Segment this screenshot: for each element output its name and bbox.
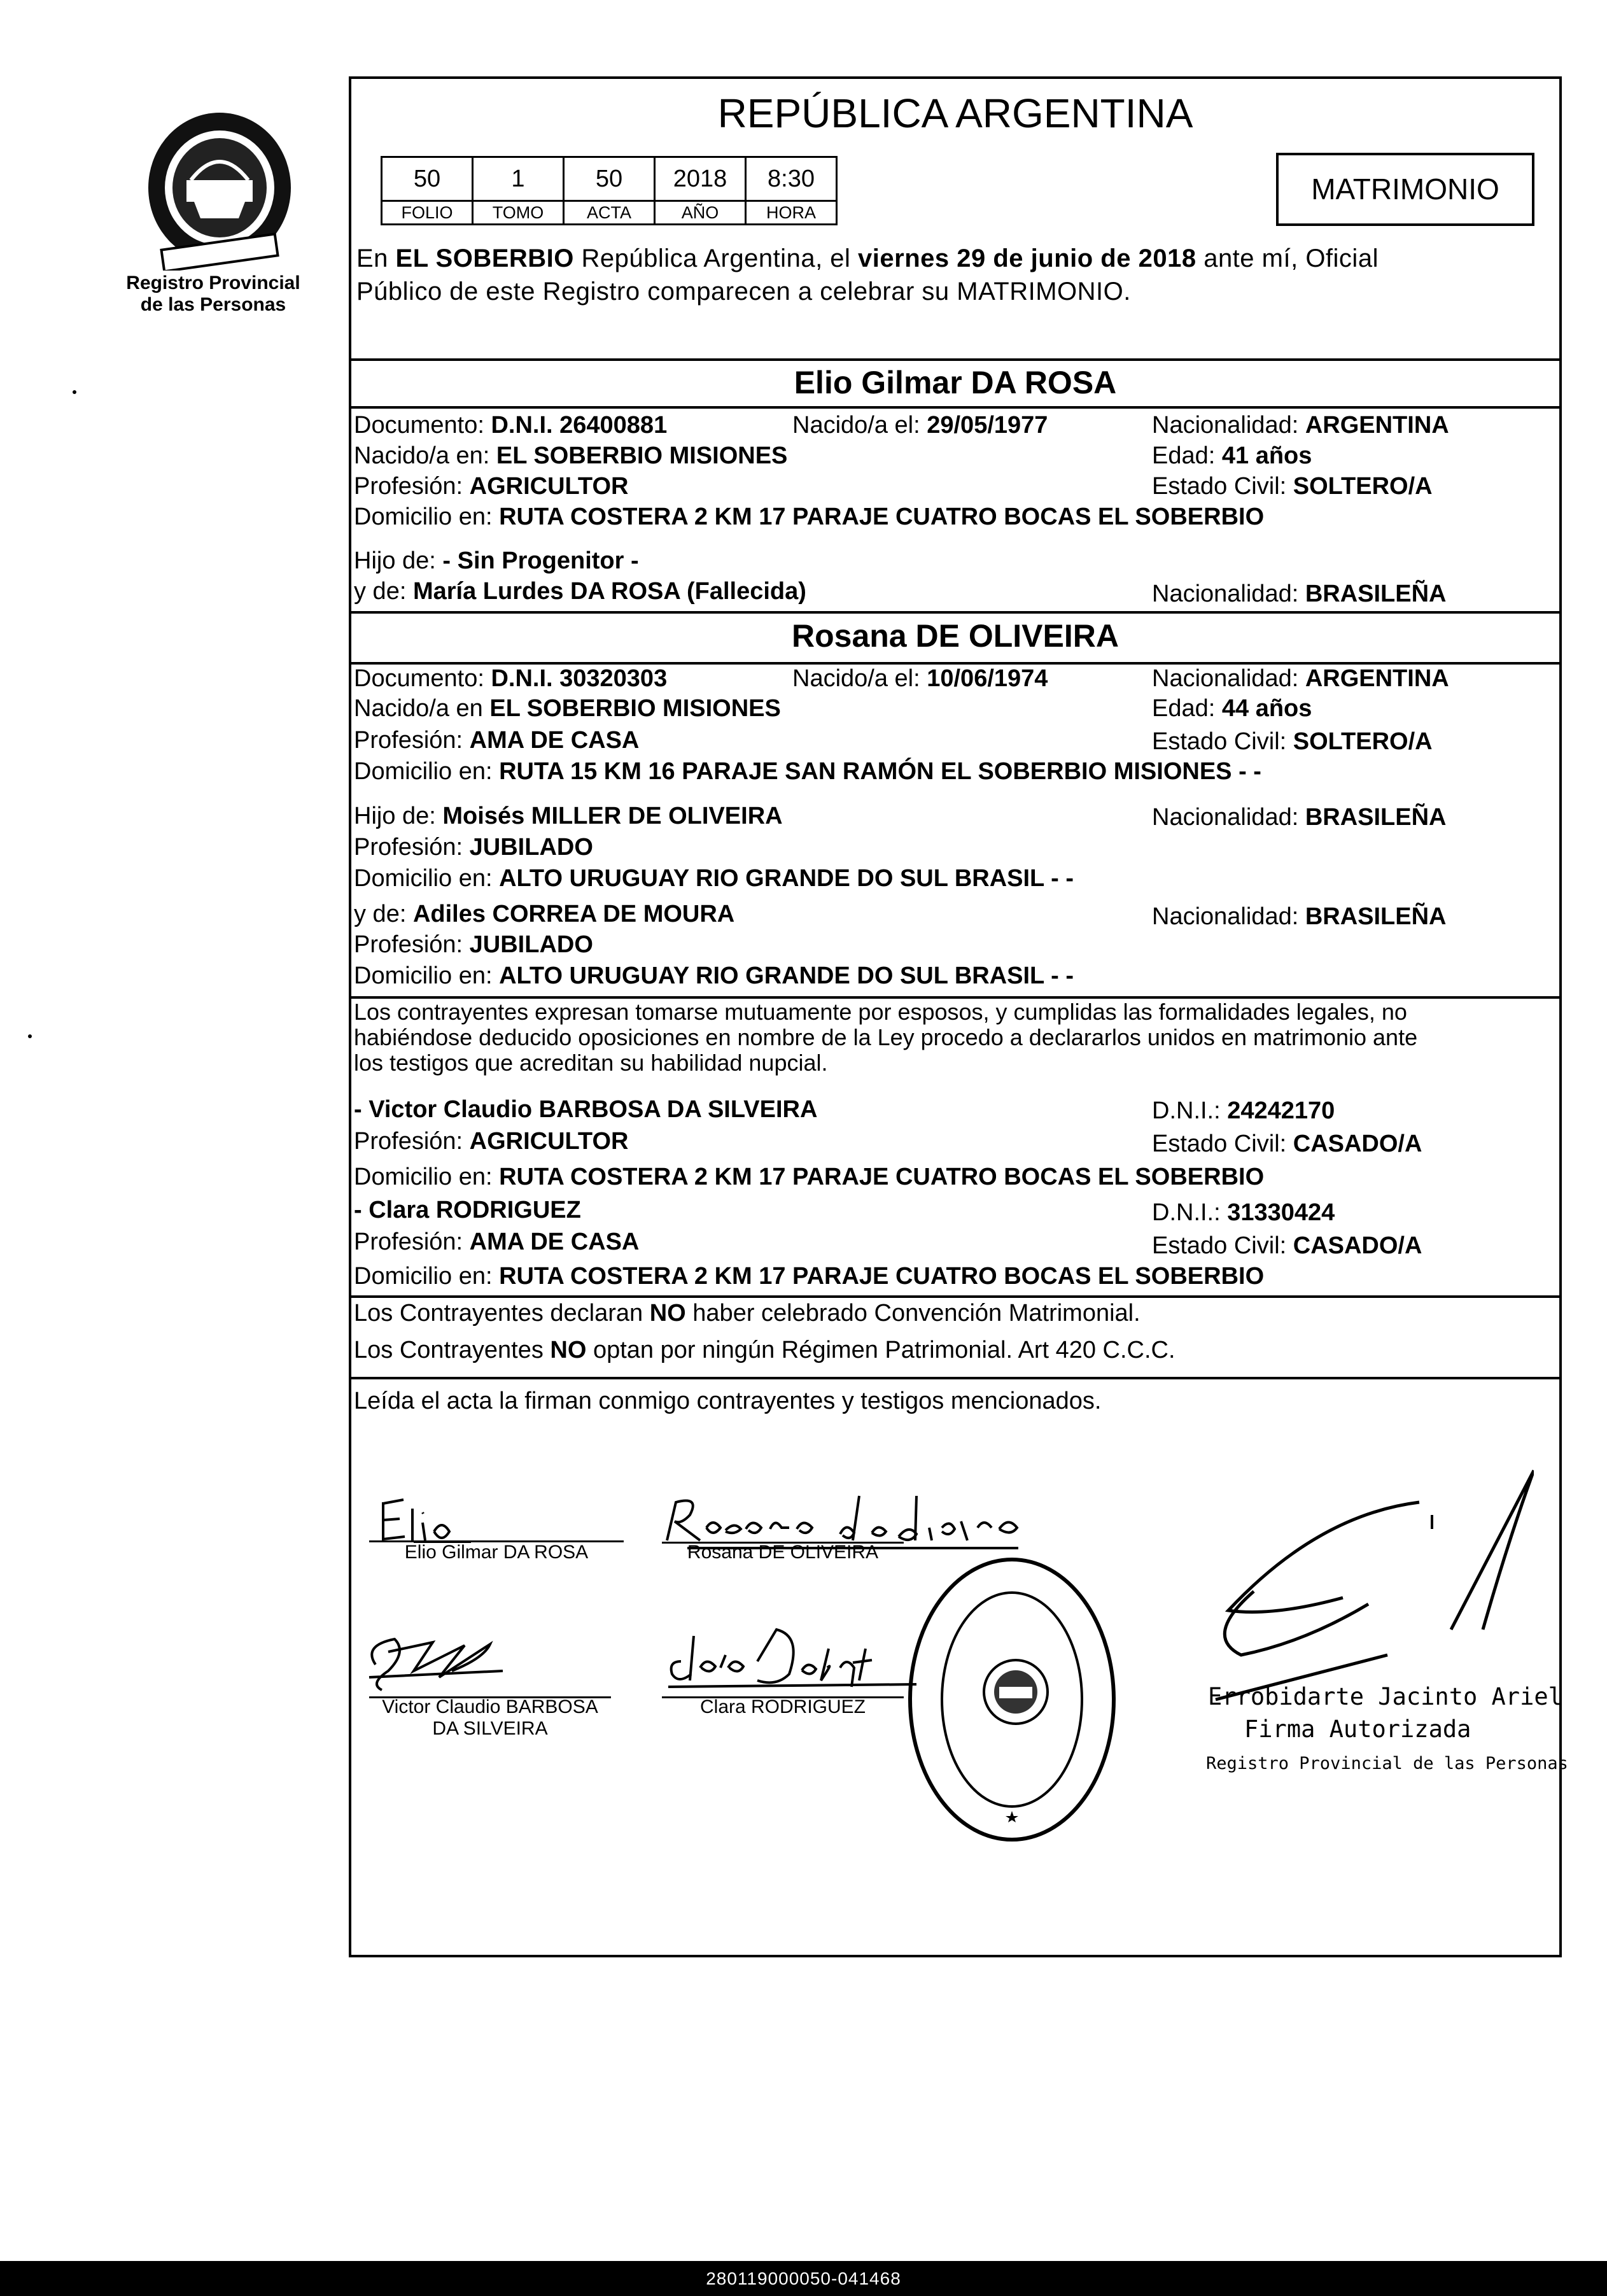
witness2-address: Domicilio en: RUTA COSTERA 2 KM 17 PARAJE CUATRO BOCAS EL SOBERBIO <box>354 1263 1265 1290</box>
signature-name-3-line1: Victor Claudio BARBOSA <box>382 1696 598 1717</box>
intro-text: ante mí, Oficial <box>1196 244 1379 272</box>
spouse2-birthdate: Nacido/a el: 10/06/1974 <box>792 665 1048 692</box>
document-barcode-id: 280119000050-041468 <box>0 2261 1607 2296</box>
spouse1-nationality: Nacionalidad: ARGENTINA <box>1152 412 1449 439</box>
regime-patrimonial: Los Contrayentes NO optan por ningún Régimen Patrimonial. Art 420 C.C.C. <box>354 1337 1175 1363</box>
intro-text: República Argentina, el <box>573 244 859 272</box>
spouse1-document: Documento: D.N.I. 26400881 <box>354 412 668 439</box>
spouse2-mother-address: Domicilio en: ALTO URUGUAY RIO GRANDE DO SUL BRASIL - - <box>354 962 1074 989</box>
spouse1-civil-status: Estado Civil: SOLTERO/A <box>1152 473 1433 500</box>
logo-caption-line1: Registro Provincial <box>126 272 300 293</box>
anio-value: 2018 <box>655 157 746 201</box>
official-registry: Registro Provincial de las Personas <box>1206 1754 1568 1773</box>
spouse2-mother: y de: Adiles CORREA DE MOURA <box>354 901 735 927</box>
hora-label: HORA <box>746 201 837 225</box>
logo-caption <box>108 272 318 316</box>
signature-name-3 <box>369 1696 611 1740</box>
declaration-line: habiéndose deducido oposiciones en nombre de la Ley procedo a declararlos unidos en matrimonio ante <box>354 1024 1418 1050</box>
spouse2-father: Hijo de: Moisés MILLER DE OLIVEIRA <box>354 803 783 829</box>
seal-icon <box>124 105 315 271</box>
intro-text: Público de este Registro comparecen a celebrar su MATRIMONIO. <box>356 278 1131 306</box>
intro-paragraph <box>356 242 1553 308</box>
witness1-name: - Victor Claudio BARBOSA DA SILVEIRA <box>354 1096 818 1123</box>
spouse2-age: Edad: 44 años <box>1152 695 1312 722</box>
spouse1-mother-nationality: Nacionalidad: BRASILEÑA <box>1152 581 1447 607</box>
official-authorized: Firma Autorizada <box>1244 1715 1471 1743</box>
country-title: REPÚBLICA ARGENTINA <box>717 90 1193 136</box>
witness1-profession: Profesión: AGRICULTOR <box>354 1128 629 1155</box>
intro-text: En <box>356 244 396 272</box>
spouse1-birthplace: Nacido/a en: EL SOBERBIO MISIONES <box>354 442 788 469</box>
witness1-dni: D.N.I.: 24242170 <box>1152 1097 1335 1124</box>
divider <box>349 611 1562 614</box>
spouse2-profession: Profesión: AMA DE CASA <box>354 727 640 754</box>
spouse2-name: Rosana DE OLIVEIRA <box>792 618 1119 654</box>
divider <box>349 1295 1562 1298</box>
spouse1-profession: Profesión: AGRICULTOR <box>354 473 629 500</box>
stray-mark <box>1431 1515 1433 1529</box>
folio-table <box>381 156 838 225</box>
spouse1-birthdate: Nacido/a el: 29/05/1977 <box>792 412 1048 439</box>
witness2-profession: Profesión: AMA DE CASA <box>354 1229 640 1255</box>
intro-place: EL SOBERBIO <box>395 244 574 272</box>
spouse2-father-address: Domicilio en: ALTO URUGUAY RIO GRANDE DO SUL BRASIL - - <box>354 865 1074 892</box>
spouse1-mother: y de: María Lurdes DA ROSA (Fallecida) <box>354 578 806 605</box>
logo-caption-line2: de las Personas <box>140 294 286 315</box>
witness2-civil-status: Estado Civil: CASADO/A <box>1152 1232 1422 1259</box>
spouse2-mother-profession: Profesión: JUBILADO <box>354 931 593 958</box>
spouse1-father: Hijo de: - Sin Progenitor - <box>354 547 639 574</box>
acta-label: ACTA <box>564 201 655 225</box>
declaration-paragraph <box>354 999 1557 1076</box>
official-name: Errobidarte Jacinto Ariel <box>1208 1683 1562 1710</box>
margin-dot <box>28 1034 32 1038</box>
divider <box>349 406 1562 409</box>
witness1-civil-status: Estado Civil: CASADO/A <box>1152 1130 1422 1157</box>
spouse1-name: Elio Gilmar DA ROSA <box>794 365 1117 400</box>
act-type-box: MATRIMONIO <box>1276 153 1534 226</box>
witness1-address: Domicilio en: RUTA COSTERA 2 KM 17 PARAJE CUATRO BOCAS EL SOBERBIO <box>354 1164 1265 1190</box>
declaration-line: Los contrayentes expresan tomarse mutuamente por esposos, y cumplidas las formalidades legales, no <box>354 999 1407 1025</box>
signature-name-3-line2: DA SILVEIRA <box>432 1718 548 1739</box>
spouse1-age: Edad: 41 años <box>1152 442 1312 469</box>
spouse2-birthplace: Nacido/a en EL SOBERBIO MISIONES <box>354 695 781 722</box>
spouse2-mother-nationality: Nacionalidad: BRASILEÑA <box>1152 903 1447 930</box>
witness2-name: - Clara RODRIGUEZ <box>354 1197 581 1223</box>
spouse2-address: Domicilio en: RUTA 15 KM 16 PARAJE SAN RAMÓN EL SOBERBIO MISIONES - - <box>354 758 1261 785</box>
spouse2-nationality: Nacionalidad: ARGENTINA <box>1152 665 1449 692</box>
hora-value: 8:30 <box>746 157 837 201</box>
spouse2-civil-status: Estado Civil: SOLTERO/A <box>1152 728 1433 755</box>
spouse2-father-profession: Profesión: JUBILADO <box>354 834 593 861</box>
regime-convention: Los Contrayentes declaran NO haber celebrado Convención Matrimonial. <box>354 1300 1140 1327</box>
intro-date: viernes 29 de junio de 2018 <box>858 244 1196 272</box>
witness2-dni: D.N.I.: 31330424 <box>1152 1199 1335 1226</box>
divider <box>349 1377 1562 1379</box>
divider <box>349 358 1562 361</box>
signature-name-2: Rosana DE OLIVEIRA <box>687 1542 879 1563</box>
acta-value: 50 <box>564 157 655 201</box>
spouse2-document: Documento: D.N.I. 30320303 <box>354 665 668 692</box>
margin-dot <box>73 390 76 394</box>
signature-name-1: Elio Gilmar DA ROSA <box>404 1542 589 1563</box>
anio-label: AÑO <box>655 201 746 225</box>
folio-value: 50 <box>382 157 473 201</box>
tomo-label: TOMO <box>473 201 564 225</box>
tomo-value: 1 <box>473 157 564 201</box>
spouse2-father-nationality: Nacionalidad: BRASILEÑA <box>1152 804 1447 831</box>
closing-statement: Leída el acta la firman conmigo contrayentes y testigos mencionados. <box>354 1388 1102 1414</box>
spouse1-address: Domicilio en: RUTA COSTERA 2 KM 17 PARAJE CUATRO BOCAS EL SOBERBIO <box>354 504 1265 530</box>
declaration-line: los testigos que acreditan su habilidad nupcial. <box>354 1050 828 1076</box>
signature-clara <box>662 1623 929 1700</box>
folio-label: FOLIO <box>382 201 473 225</box>
signature-name-4: Clara RODRIGUEZ <box>699 1696 866 1717</box>
signature-elio <box>375 1490 477 1547</box>
signature-victor <box>356 1626 509 1696</box>
official-stamp <box>904 1553 1120 1846</box>
